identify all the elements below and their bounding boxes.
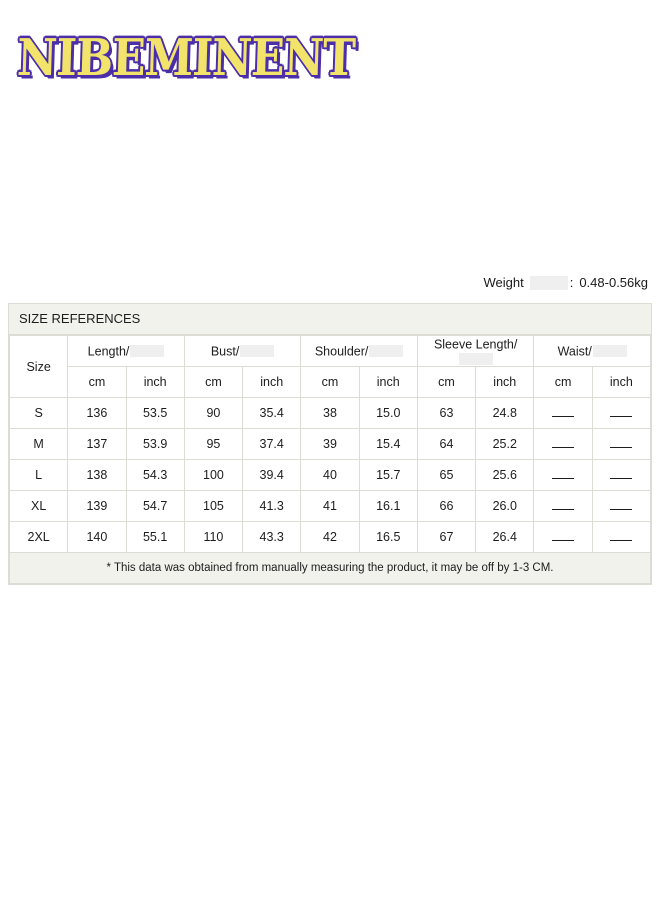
cell-value: 95 <box>184 429 242 460</box>
header-unit: cm <box>534 367 592 398</box>
header-unit: inch <box>359 367 417 398</box>
header-unit: cm <box>417 367 475 398</box>
cell-value: 43.3 <box>243 522 301 553</box>
cell-value: 105 <box>184 491 242 522</box>
header-group-sleeve-length <box>417 336 534 367</box>
empty-dash <box>610 533 632 541</box>
table-header-group-row <box>10 336 651 367</box>
header-group-bust-label: Bust/ <box>210 344 240 359</box>
cell-empty <box>592 429 650 460</box>
cell-empty <box>592 460 650 491</box>
header-group-shoulder <box>301 336 418 367</box>
empty-dash <box>610 409 632 417</box>
cell-value: 55.1 <box>126 522 184 553</box>
header-group-length-label: Length/ <box>87 344 130 359</box>
row-size-label: S <box>10 398 68 429</box>
cell-empty <box>534 460 592 491</box>
cell-value: 16.1 <box>359 491 417 522</box>
header-group-waist-label: Waist/ <box>557 344 592 359</box>
header-group-shoulder-label: Shoulder/ <box>314 344 369 359</box>
cell-empty <box>534 398 592 429</box>
header-group-waist <box>534 336 651 367</box>
cell-value: 137 <box>68 429 126 460</box>
empty-dash <box>552 502 574 510</box>
header-group-bust-redaction <box>240 345 274 357</box>
header-group-waist-redaction <box>593 345 627 357</box>
header-group-sleeve-length-label: Sleeve Length/ <box>433 337 518 352</box>
table-note-row <box>10 553 651 584</box>
empty-dash <box>552 533 574 541</box>
table-row <box>10 398 651 429</box>
cell-value: 65 <box>417 460 475 491</box>
cell-value: 42 <box>301 522 359 553</box>
cell-empty <box>592 522 650 553</box>
cell-value: 26.0 <box>476 491 534 522</box>
cell-value: 25.6 <box>476 460 534 491</box>
cell-value: 100 <box>184 460 242 491</box>
header-unit: cm <box>301 367 359 398</box>
header-group-length-redaction <box>130 345 164 357</box>
header-group-shoulder-redaction <box>369 345 403 357</box>
cell-value: 15.0 <box>359 398 417 429</box>
cell-value: 140 <box>68 522 126 553</box>
cell-empty <box>592 491 650 522</box>
cell-value: 15.7 <box>359 460 417 491</box>
empty-dash <box>552 440 574 448</box>
header-unit: inch <box>243 367 301 398</box>
brand-logo-text: NIBEMINENT <box>16 28 356 88</box>
size-references-card <box>8 303 652 585</box>
cell-empty <box>534 429 592 460</box>
cell-value: 136 <box>68 398 126 429</box>
weight-label: Weight <box>483 275 524 290</box>
empty-dash <box>610 440 632 448</box>
cell-value: 40 <box>301 460 359 491</box>
cell-value: 64 <box>417 429 475 460</box>
weight-value: 0.48-0.56kg <box>579 275 648 290</box>
cell-value: 38 <box>301 398 359 429</box>
cell-empty <box>534 522 592 553</box>
cell-value: 66 <box>417 491 475 522</box>
header-unit: inch <box>126 367 184 398</box>
cell-value: 26.4 <box>476 522 534 553</box>
empty-dash <box>552 471 574 479</box>
cell-value: 63 <box>417 398 475 429</box>
cell-value: 15.4 <box>359 429 417 460</box>
row-size-label: M <box>10 429 68 460</box>
cell-value: 90 <box>184 398 242 429</box>
cell-value: 41.3 <box>243 491 301 522</box>
table-row <box>10 522 651 553</box>
cell-empty <box>534 491 592 522</box>
cell-value: 53.9 <box>126 429 184 460</box>
header-unit: inch <box>592 367 650 398</box>
header-unit: inch <box>476 367 534 398</box>
header-group-sleeve-length-redaction <box>459 353 493 365</box>
row-size-label: XL <box>10 491 68 522</box>
header-size: Size <box>10 336 68 398</box>
empty-dash <box>610 502 632 510</box>
cell-value: 54.3 <box>126 460 184 491</box>
header-group-length <box>68 336 185 367</box>
measurement-note: * This data was obtained from manually measuring the product, it may be off by 1-3 CM. <box>10 553 651 584</box>
empty-dash <box>552 409 574 417</box>
weight-redaction-block <box>530 276 568 290</box>
brand-logo <box>16 28 356 90</box>
cell-value: 139 <box>68 491 126 522</box>
table-header-unit-row <box>10 367 651 398</box>
cell-value: 35.4 <box>243 398 301 429</box>
row-size-label: 2XL <box>10 522 68 553</box>
weight-separator: : <box>569 275 574 290</box>
cell-value: 39 <box>301 429 359 460</box>
header-unit: cm <box>184 367 242 398</box>
cell-value: 24.8 <box>476 398 534 429</box>
size-table <box>9 335 651 584</box>
cell-empty <box>592 398 650 429</box>
cell-value: 54.7 <box>126 491 184 522</box>
table-row <box>10 491 651 522</box>
cell-value: 41 <box>301 491 359 522</box>
table-row <box>10 460 651 491</box>
cell-value: 39.4 <box>243 460 301 491</box>
header-unit: cm <box>68 367 126 398</box>
cell-value: 25.2 <box>476 429 534 460</box>
cell-value: 53.5 <box>126 398 184 429</box>
table-row <box>10 429 651 460</box>
header-group-bust <box>184 336 301 367</box>
cell-value: 16.5 <box>359 522 417 553</box>
cell-value: 67 <box>417 522 475 553</box>
cell-value: 138 <box>68 460 126 491</box>
cell-value: 37.4 <box>243 429 301 460</box>
cell-value: 110 <box>184 522 242 553</box>
size-references-title: SIZE REFERENCES <box>9 304 651 335</box>
empty-dash <box>610 471 632 479</box>
weight-line <box>483 275 648 290</box>
row-size-label: L <box>10 460 68 491</box>
